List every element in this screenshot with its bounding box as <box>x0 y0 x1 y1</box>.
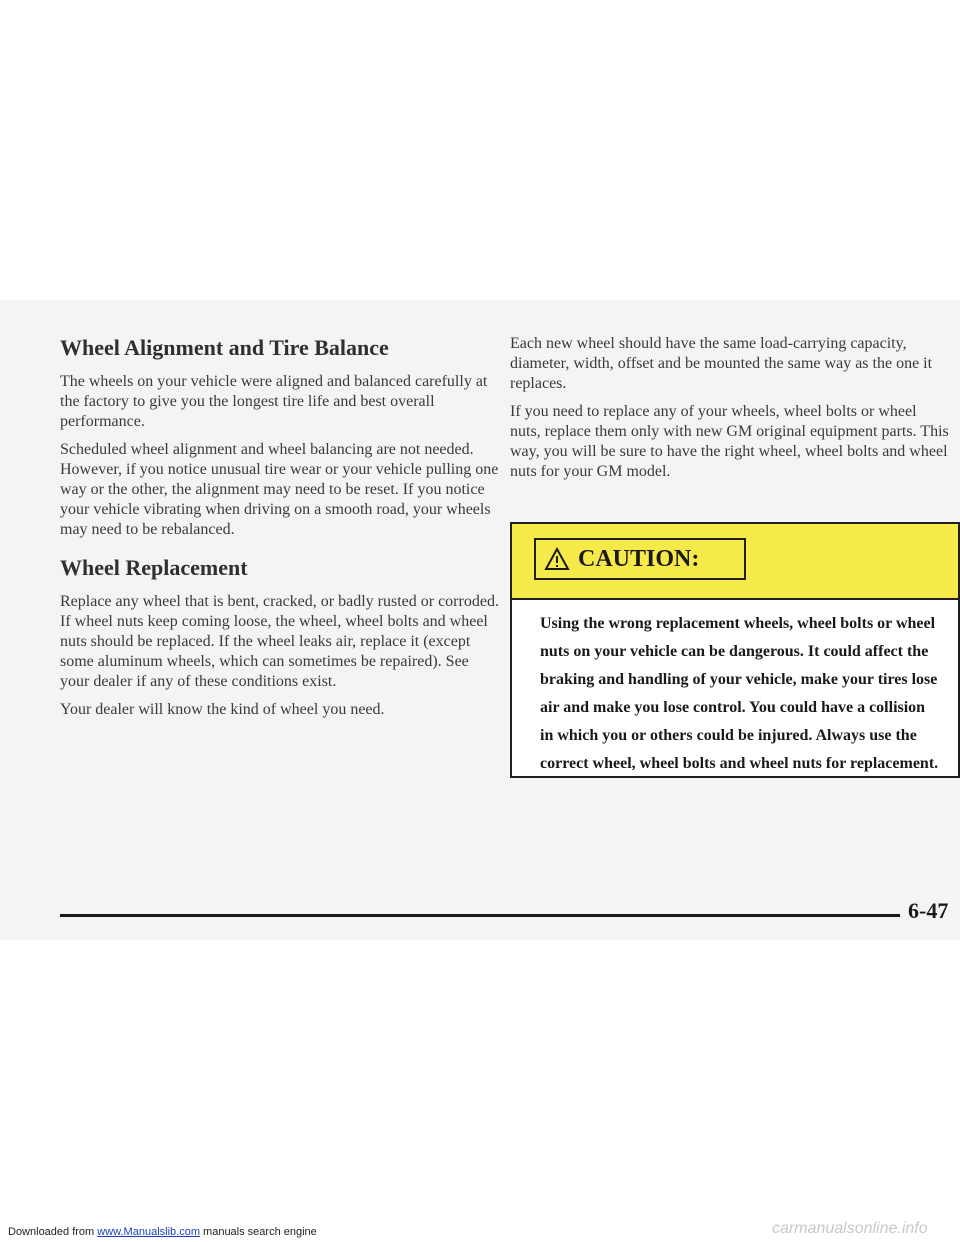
caution-header <box>512 524 958 600</box>
footer-rule <box>60 914 900 917</box>
paragraph-replace-wheel: Replace any wheel that is bent, cracked, or badly rusted or corroded. If wheel nuts keep coming loose, the wheel, wheel bolts and wheel nuts should be replaced. If the wheel leaks air, replace it (except some aluminum wheels, which can sometimes be repaired). See your dealer if any of these conditions exist. <box>60 593 499 690</box>
download-prefix: Downloaded from <box>8 1226 98 1238</box>
paragraph-new-wheel: Each new wheel should have the same load-carrying capacity, diameter, width, offset and be mounted the same way as the one it replaces. <box>510 335 933 392</box>
caution-box <box>510 522 960 778</box>
paragraph-alignment-factory: The wheels on your vehicle were aligned and balanced carefully at the factory to give you the longest tire life and best overall performance. <box>60 373 488 430</box>
download-suffix: manuals search engine <box>199 1226 317 1238</box>
manualslib-link[interactable]: www.Manualslib.com <box>97 1226 200 1238</box>
warning-triangle-icon <box>544 547 570 571</box>
caution-label-box <box>534 538 746 580</box>
paragraph-alignment-scheduled: Scheduled wheel alignment and wheel balancing are not needed. However, if you notice unusual tire wear or your vehicle pulling one way or the other, the alignment may need to be reset. If you notice your vehicle vibrating when driving on a smooth road, your wheels may need to be rebalanced. <box>60 441 499 538</box>
watermark-text: carmanualsonline.info <box>772 1220 928 1237</box>
heading-wheel-alignment: Wheel Alignment and Tire Balance <box>60 335 389 360</box>
heading-wheel-replacement: Wheel Replacement <box>60 555 248 580</box>
page-number: 6-47 <box>908 898 949 923</box>
paragraph-replace-parts: If you need to replace any of your wheels, wheel bolts or wheel nuts, replace them only with new GM original equipment parts. This way, you will be sure to have the right wheel, wheel bolts and wheel nuts for your GM model. <box>510 403 949 480</box>
manual-page <box>0 300 960 940</box>
caution-title: CAUTION: <box>578 545 700 572</box>
right-column <box>510 334 950 490</box>
download-footer <box>8 1226 317 1238</box>
paragraph-dealer-know: Your dealer will know the kind of wheel you need. <box>60 701 385 718</box>
caution-text: Using the wrong replacement wheels, wheel bolts or wheel nuts on your vehicle can be dangerous. It could affect the braking and handling of your vehicle, make your tires lose air and make you lose control. You could have a collision in which you or others could be injured. Always use the correct wheel, wheel bolts and wheel nuts for replacement. <box>540 615 939 772</box>
left-column <box>60 334 500 728</box>
